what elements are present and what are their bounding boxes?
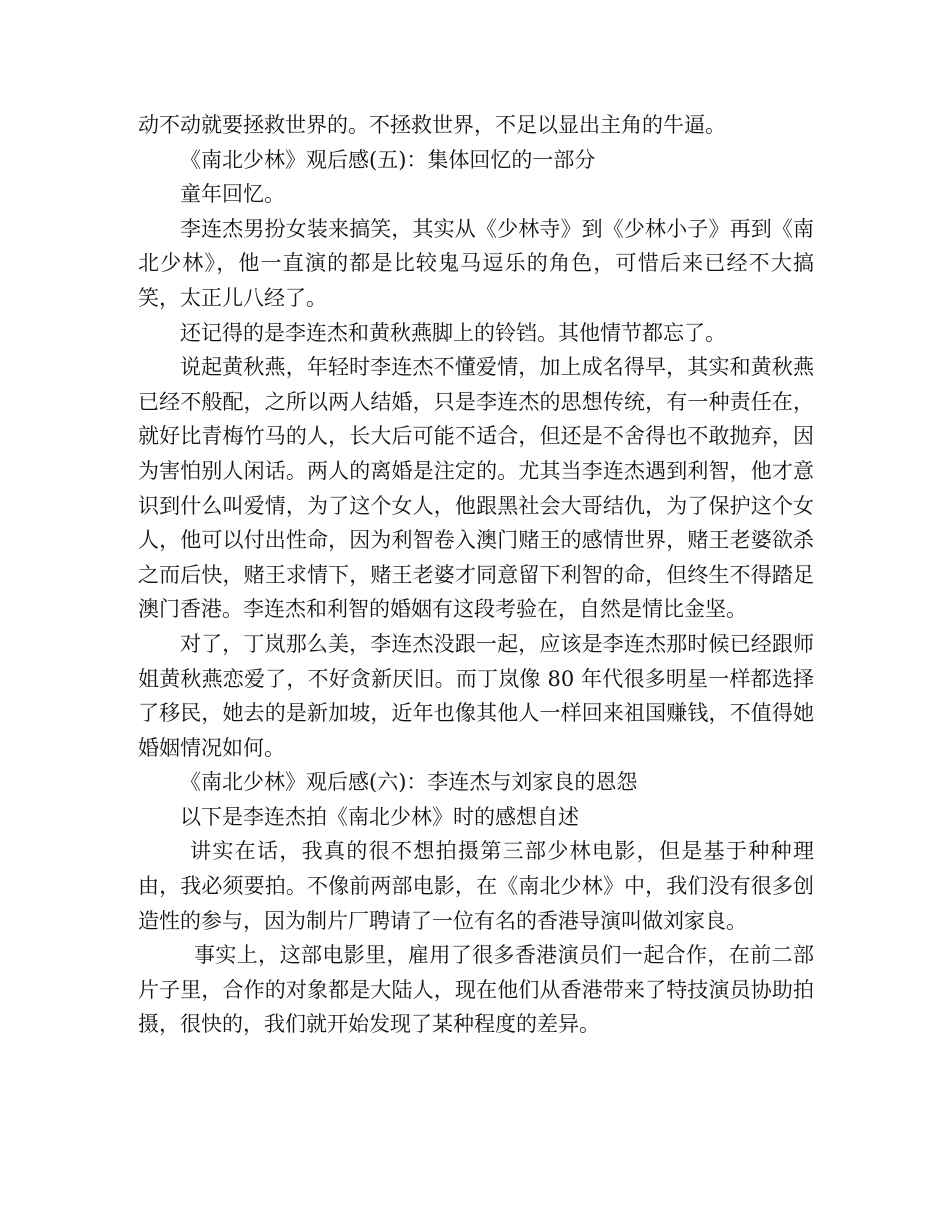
paragraph: 童年回忆。 — [180, 182, 285, 207]
paragraph: 说起黄秋燕，年轻时李连杰不懂爱情，加上成名得早，其实和黄秋燕已经不般配，之所以两人结婚，只是李连杰的思想传统，有一种责任在，就好比青梅竹马的人，长大后可能不适合，但还是不舍得也不敢抛弃，因为害怕别人闲话。两人的离婚是注定的。尤其当李连杰遇到利智，他才意识到什么叫爱情，为了这个女人，他跟黑社会大哥结仇，为了保护这个女人，他可以付出性命，因为利智卷入澳门赌王的感情世界，赌王老婆欲杀之而后快，赌王求情下，赌王老婆才同意留下利智的命，但终生不得踏足澳门香港。李连杰和利智的婚姻有这段考验在，自然是情比金坚。 — [138, 355, 814, 622]
paragraph: 对了，丁岚那么美，李连杰没跟一起，应该是李连杰那时候已经跟师姐黄秋燕恋爱了，不好贪新厌旧。而丁岚像 80 年代很多明星一样都选择了移民，她去的是新加坡，近年也像其他人一样回来祖国赚钱，不值得她婚姻情况如何。 — [138, 631, 814, 760]
paragraph: 还记得的是李连杰和黄秋燕脚上的铃铛。其他情节都忘了。 — [180, 320, 726, 345]
paragraph: 讲实在话，我真的很不想拍摄第三部少林电影，但是基于种种理由，我必须要拍。不像前两部电影，在《南北少林》中，我们没有很多创造性的参与，因为制片厂聘请了一位有名的香港导演叫做刘家良。 — [138, 839, 814, 933]
paragraph: 李连杰男扮女装来搞笑，其实从《少林寺》到《少林小子》再到《南北少林》，他一直演的都是比较鬼马逗乐的角色，可惜后来已经不大搞笑，太正儿八经了。 — [138, 216, 814, 310]
section-heading-six: 《南北少林》观后感(六)：李连杰与刘家良的恩怨 — [180, 770, 638, 795]
body-text — [138, 108, 814, 1042]
paragraph: 事实上，这部电影里，雇用了很多香港演员们一起合作，在前二部片子里，合作的对象都是大陆人，现在他们从香港带来了特技演员协助拍摄，很快的，我们就开始发现了某种程度的差异。 — [138, 943, 814, 1037]
section-heading-five: 《南北少林》观后感(五)：集体回忆的一部分 — [180, 147, 596, 172]
paragraph-continuation: 动不动就要拯救世界的。不拯救世界，不足以显出主角的牛逼。 — [138, 113, 726, 137]
paragraph: 以下是李连杰拍《南北少林》时的感想自述 — [180, 804, 579, 829]
